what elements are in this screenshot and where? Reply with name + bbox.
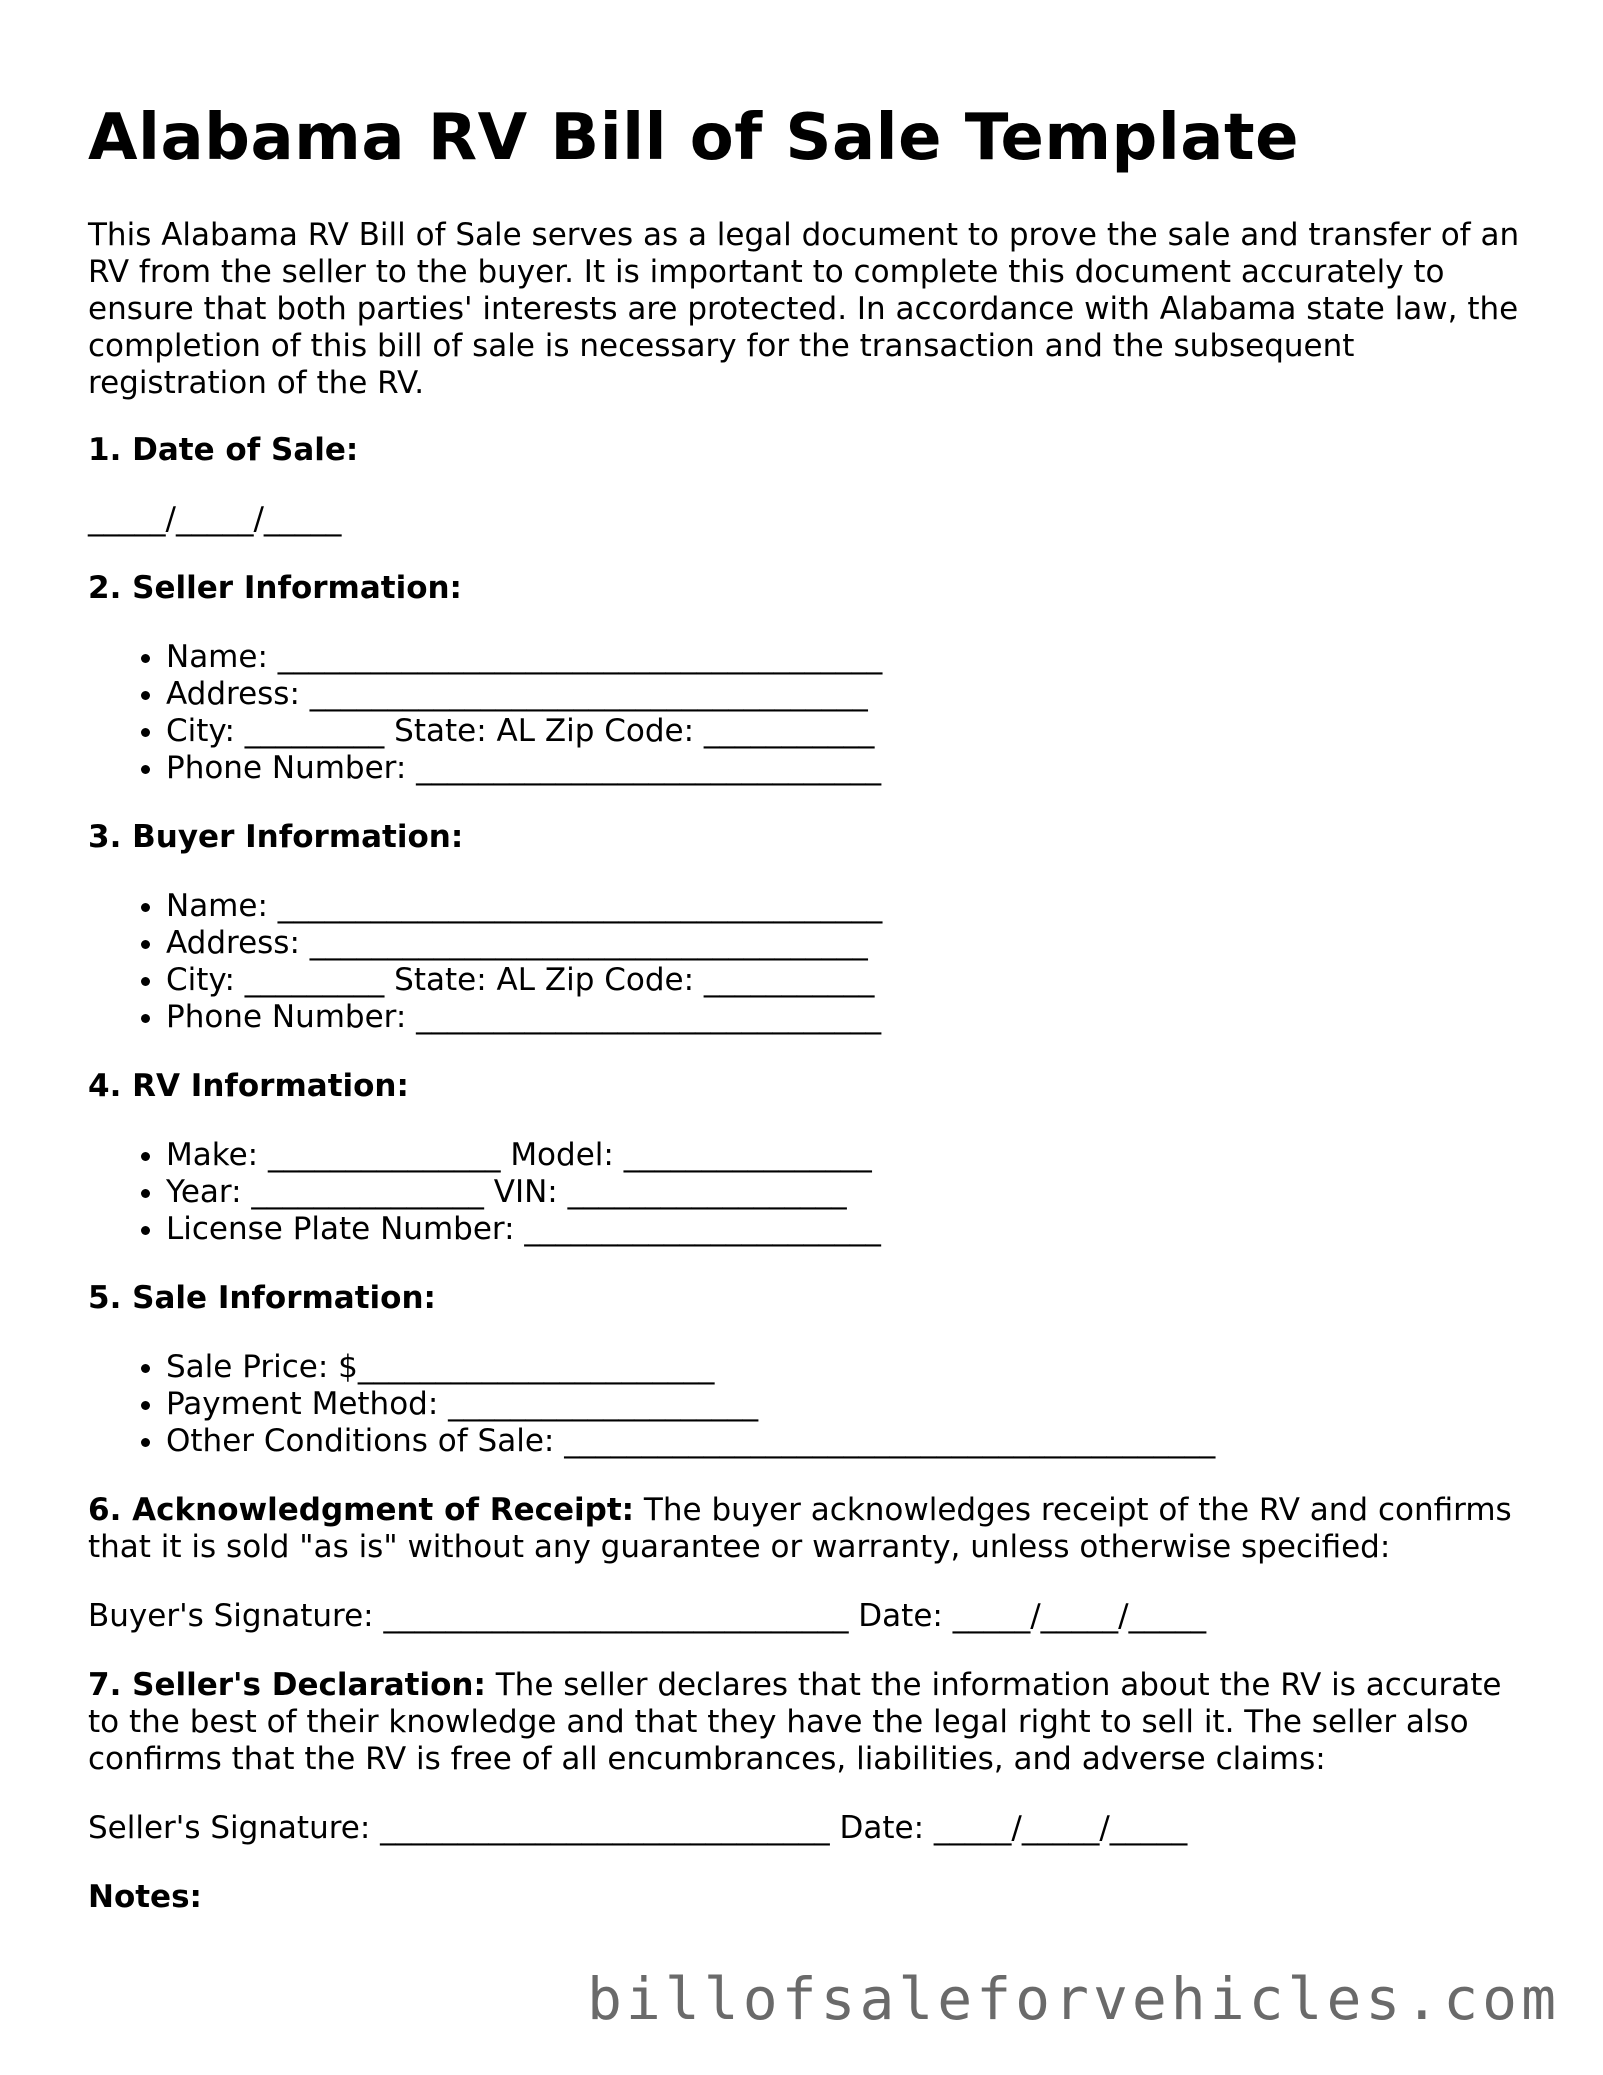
rv-year-vin-field: • Year: _______________ VIN: __________________ <box>166 1174 1528 1211</box>
notes-heading: Notes: <box>88 1878 202 1915</box>
seller-info-heading: 2. Seller Information: <box>88 569 462 606</box>
sale-info-heading: 5. Sale Information: <box>88 1279 436 1316</box>
date-of-sale-heading: 1. Date of Sale: <box>88 431 359 468</box>
buyer-info-heading: 3. Buyer Information: <box>88 818 464 855</box>
buyer-name-field: • Name: _______________________________________ <box>166 888 1528 925</box>
buyer-city-state-zip-field: • City: _________ State: AL Zip Code: ___________ <box>166 962 1528 999</box>
buyer-address-field: • Address: ____________________________________ <box>166 925 1528 962</box>
rv-license-plate-field: • License Plate Number: _______________________ <box>166 1211 1528 1248</box>
other-conditions-field: • Other Conditions of Sale: __________________________________________ <box>166 1423 1528 1460</box>
buyer-phone-field: • Phone Number: ______________________________ <box>166 999 1528 1036</box>
sale-price-field: • Sale Price: $_______________________ <box>166 1349 1528 1386</box>
watermark: billofsaleforvehicles.com <box>587 1965 1560 2033</box>
payment-method-field: • Payment Method: ____________________ <box>166 1386 1528 1423</box>
document-title: Alabama RV Bill of Sale Template <box>88 101 1299 175</box>
acknowledgment-heading: 6. Acknowledgment of Receipt: <box>88 1491 635 1528</box>
buyer-signature-line: Buyer's Signature: ______________________________ Date: _____/_____/_____ <box>88 1597 1207 1634</box>
rv-info-heading: 4. RV Information: <box>88 1067 409 1104</box>
sale-info-list <box>88 1349 1528 1460</box>
seller-city-state-zip-field: • City: _________ State: AL Zip Code: ___________ <box>166 713 1528 750</box>
seller-name-field: • Name: _______________________________________ <box>166 639 1528 676</box>
seller-address-field: • Address: ____________________________________ <box>166 676 1528 713</box>
acknowledgment-text: The buyer acknowledges receipt of the RV and confirms that it is sold "as is" without any guarantee or warranty, unless otherwise specified: <box>88 1491 1512 1565</box>
seller-phone-field: • Phone Number: ______________________________ <box>166 750 1528 787</box>
date-of-sale-field: _____/_____/_____ <box>88 500 342 537</box>
seller-info-list <box>88 639 1528 787</box>
document-page <box>88 100 1528 1948</box>
acknowledgment-paragraph <box>88 1492 1528 1566</box>
intro-paragraph: This Alabama RV Bill of Sale serves as a legal document to prove the sale and transfer of an RV from the seller to the buyer. It is important to complete this document accurately to ensure that both parties' interests are protected. In accordance with Alabama state law, the completion of this bill of sale is necessary for the transaction and the subsequent registration of the RV. <box>88 216 1520 401</box>
seller-signature-line: Seller's Signature: _____________________________ Date: _____/_____/_____ <box>88 1809 1188 1846</box>
rv-make-model-field: • Make: _______________ Model: ________________ <box>166 1137 1528 1174</box>
declaration-heading: 7. Seller's Declaration: <box>88 1666 486 1703</box>
buyer-info-list <box>88 888 1528 1036</box>
declaration-paragraph <box>88 1667 1528 1778</box>
rv-info-list <box>88 1137 1528 1248</box>
declaration-text: The seller declares that the information about the RV is accurate to the best of their knowledge and that they have the legal right to sell it. The seller also confirms that the RV is free of all encumbrances, liabilities, and adverse claims: <box>88 1666 1502 1777</box>
